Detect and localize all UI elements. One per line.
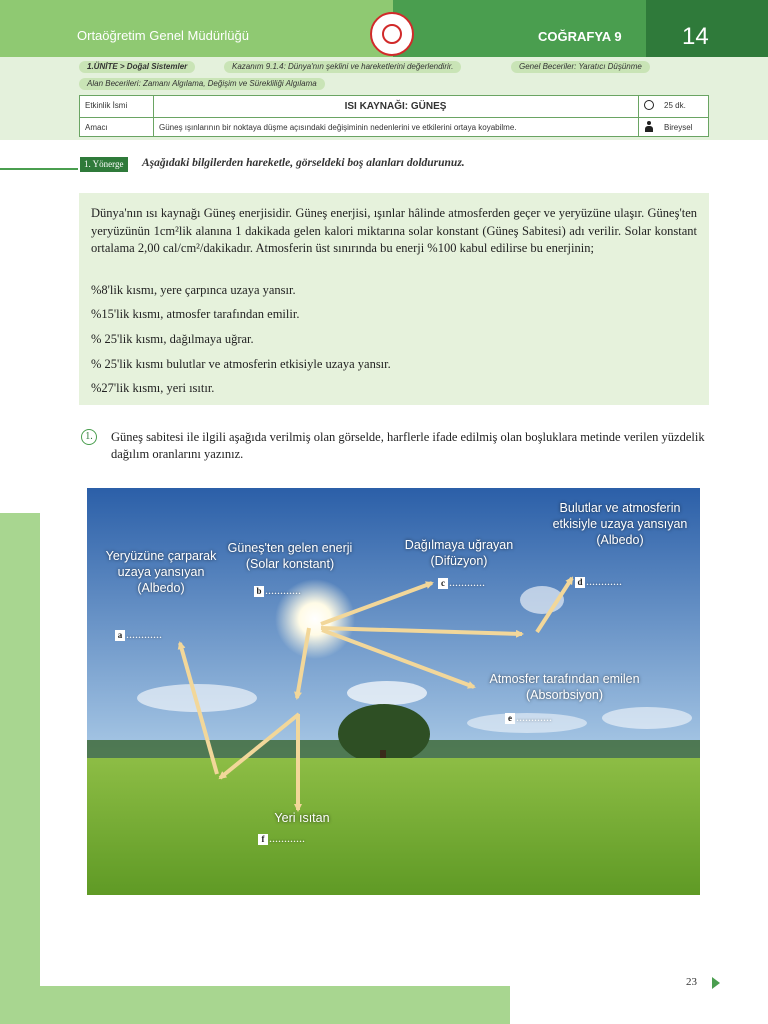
grass bbox=[87, 758, 700, 895]
letter-box: d bbox=[575, 577, 585, 588]
footer-page-number: 23 bbox=[686, 976, 697, 988]
activity-name-label: Etkinlik İsmi bbox=[85, 101, 128, 110]
letter-box: b bbox=[254, 586, 264, 597]
label-albedo-ground: Yeryüzüne çarparak uzaya yansıyan (Albedo) bbox=[105, 549, 217, 595]
blank-b[interactable]: b ............ bbox=[254, 583, 301, 598]
label-heat-ground: Yeri ısıtan bbox=[274, 811, 330, 825]
purpose-label: Amacı bbox=[85, 123, 108, 132]
side-decoration bbox=[0, 513, 40, 1024]
alan-becerileri-tag: Alan Becerileri: Zamanı Algılama, Değişim ve Sürekliliği Algılama bbox=[79, 78, 325, 90]
label-diffusion: Dağılmaya uğrayan (Difüzyon) bbox=[404, 538, 514, 568]
unit-tag: 1.ÜNİTE > Doğal Sistemler bbox=[79, 61, 195, 73]
person-icon bbox=[645, 121, 653, 132]
blank-a[interactable]: a ............ bbox=[115, 627, 162, 642]
duration-value: 25 dk. bbox=[664, 101, 686, 110]
letter-box: c bbox=[438, 578, 448, 589]
activity-name-value: ISI KAYNAĞI: GÜNEŞ bbox=[344, 101, 447, 112]
letter-box: e bbox=[505, 713, 515, 724]
label-albedo-clouds: Bulutlar ve atmosferin etkisiyle uzaya yansıyan (Albedo) bbox=[552, 501, 688, 547]
info-item: % 25'lik kısmı bulutlar ve atmosferin etkisiyle uzaya yansır. bbox=[91, 357, 391, 371]
blank-f[interactable]: f ............ bbox=[258, 831, 305, 846]
info-item: %8'lik kısmı, yere çarpınca uzaya yansır. bbox=[91, 283, 296, 297]
ministry-logo-icon bbox=[370, 12, 414, 56]
instruction-badge: 1. Yönerge bbox=[80, 157, 128, 172]
bottom-decoration bbox=[0, 986, 510, 1024]
cloud bbox=[602, 707, 692, 729]
question-number: 1. bbox=[81, 429, 97, 445]
purpose-value: Güneş ışınlarının bir noktaya düşme açısındaki değişiminin nedenlerini ve etkilerini ortaya koyabilme. bbox=[159, 123, 517, 132]
mode-value: Bireysel bbox=[664, 123, 693, 132]
kazanim-tag: Kazanım 9.1.4: Dünya'nın şeklini ve hareketlerini değerlendirir. bbox=[224, 61, 461, 73]
next-page-arrow-icon[interactable] bbox=[712, 977, 720, 989]
subject-title: COĞRAFYA 9 bbox=[538, 29, 622, 44]
info-item: %15'lik kısmı, atmosfer tarafından emilir. bbox=[91, 307, 300, 321]
blank-c[interactable]: c ............ bbox=[438, 575, 485, 590]
letter-box: a bbox=[115, 630, 125, 641]
question-text: Güneş sabitesi ile ilgili aşağıda verilmiş olan görselde, harflerle ifade edilmiş olan boşluklara metinde verilen yüzdelik dağılım oranlarını yazınız. bbox=[111, 430, 705, 461]
solar-energy-figure bbox=[87, 488, 700, 895]
instruction-line bbox=[0, 168, 78, 170]
info-item: %27'lik kısmı, yeri ısıtır. bbox=[91, 381, 215, 395]
genel-beceriler-tag: Genel Beceriler: Yaratıcı Düşünme bbox=[511, 61, 650, 73]
table-divider bbox=[80, 117, 708, 118]
label-absorption: Atmosfer tarafından emilen (Absorbsiyon) bbox=[489, 672, 640, 702]
blank-d[interactable]: d ............ bbox=[575, 574, 622, 589]
table-divider bbox=[638, 96, 639, 136]
label-solar-constant: Güneş'ten gelen enerji (Solar konstant) bbox=[227, 541, 353, 571]
activity-table bbox=[79, 95, 709, 137]
header-page-number: 14 bbox=[682, 23, 709, 50]
letter-box: f bbox=[258, 834, 268, 845]
instruction-text: Aşağıdaki bilgilerden hareketle, görseldeki boş alanları doldurunuz. bbox=[142, 157, 465, 169]
header-title: Ortaöğretim Genel Müdürlüğü bbox=[77, 28, 249, 43]
clock-icon bbox=[644, 100, 654, 110]
info-paragraph: Dünya'nın ısı kaynağı Güneş enerjisidir. Güneş enerjisi, ışınlar hâlinde atmosferden geçer ve yeryüzüne ulaşır. Güneş'ten yeryüzünün 1cm²lik alanına 1 dakikada gelen kalori miktarına solar konstant (Güneş Sabitesi) adı verilir. Solar konstant ortalama 2,00 cal/cm²/dakikadır. Atmosferin üst sınırında bu enerji %100 kabul edilirse bu enerjinin; bbox=[91, 206, 697, 255]
blank-e[interactable]: e ............ bbox=[505, 710, 552, 725]
info-item: % 25'lik kısmı, dağılmaya uğrar. bbox=[91, 332, 254, 346]
cloud bbox=[347, 681, 427, 705]
logo-inner-ring bbox=[382, 24, 402, 44]
